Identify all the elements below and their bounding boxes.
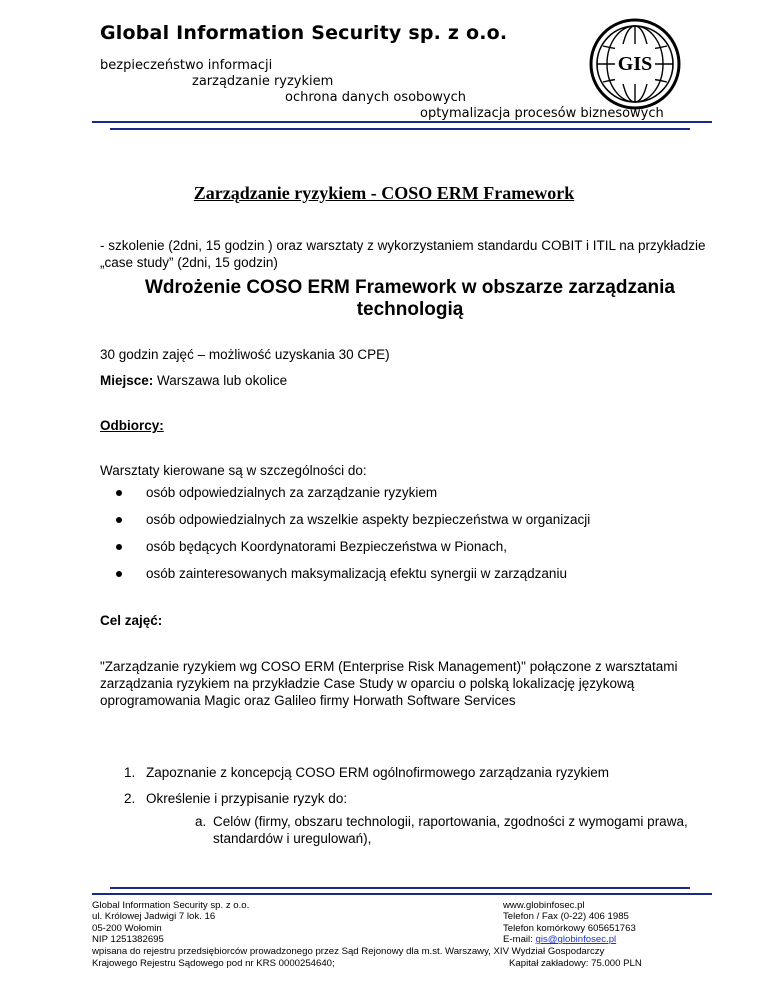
tagline-2: zarządzanie ryzykiem (192, 74, 334, 89)
bullet-icon (116, 544, 122, 550)
list-item-text: Określenie i przypisanie ryzyk do: (146, 791, 348, 806)
list-item (100, 511, 590, 538)
list-item-text: Zapoznanie z koncepcją COSO ERM ogólnofirmowego zarządzania ryzykiem (146, 765, 609, 780)
goal-text: "Zarządzanie ryzykiem wg COSO ERM (Enterprise Risk Management)" połączone z warsztatami zarządzania ryzykiem na przykładzie Case Study w oparciu o polską lokalizację językową oprogramowania Magic oraz Galileo firmy Horwath Software Services (100, 659, 678, 708)
bullet-icon (116, 571, 122, 577)
logo-letters: GIS (617, 53, 653, 75)
footer-city: 05-200 Wołomin (92, 922, 162, 934)
company-name: Global Information Security sp. z o.o. (100, 22, 508, 44)
footer-email-link[interactable]: gis@globinfosec.pl (535, 934, 617, 946)
footer-company: Global Information Security sp. z o.o. (92, 900, 250, 911)
sub-list-text: Celów (firmy, obszaru technologii, raportowania, zgodności z wymogami prawa, standardów i uregulowań), (213, 814, 688, 846)
goal-heading (100, 612, 720, 629)
place-line (100, 372, 720, 389)
place-label: Miejsce: (100, 373, 154, 388)
footer-mobile: Telefon komórkowy 605651763 (503, 922, 636, 934)
list-item (100, 565, 590, 592)
footer-capital: Kapitał zakładowy: 75.000 PLN (509, 958, 642, 969)
goal-list (100, 764, 609, 816)
place-value: Warszawa lub okolice (153, 373, 288, 388)
list-number: 2. (124, 791, 136, 806)
subtitle: Wdrożenie COSO ERM Framework w obszarze zarządzania technologią (144, 277, 675, 320)
sub-list-item (195, 813, 715, 847)
audience-heading: Odbiorcy: (100, 418, 164, 433)
bullet-icon (116, 490, 122, 496)
footer-phone: Telefon / Fax (0-22) 406 1985 (503, 911, 629, 923)
footer-rule-bottom (92, 893, 712, 895)
footer-left (92, 900, 249, 946)
footer-rule-top (110, 887, 690, 889)
list-item-text: osób zainteresowanych maksymalizacją efektu synergii w zarządzaniu (146, 566, 567, 581)
footer-right (503, 900, 636, 946)
footer-website: www.globinfosec.pl (503, 900, 585, 911)
audience-lead: Warsztaty kierowane są w szczególności do: (100, 463, 367, 478)
list-item (100, 764, 609, 790)
footer-email-line (503, 934, 636, 945)
header-rule-bottom (110, 128, 690, 130)
intro-text: - szkolenie (2dni, 15 godzin ) oraz warsztaty z wykorzystaniem standardu COBIT i ITIL na przykładzie „case study” (2dni, 15 godzin) (100, 238, 706, 270)
footer-registry: wpisana do rejestru przedsiębiorców prowadzonego przez Sąd Rejonowy dla m.st. Warszawy, XIV Wydział Gospodarczy (92, 946, 605, 957)
list-item (100, 484, 590, 511)
tagline-4: optymalizacja procesów biznesowych (420, 106, 664, 121)
audience-heading-line (100, 417, 720, 434)
goal-heading-text: Cel zajęć: (100, 613, 163, 628)
page-title: Zarządzanie ryzykiem - COSO ERM Framework (193, 183, 575, 203)
footer-krs: Krajowego Rejestru Sądowego pod nr KRS 0000254640; (92, 958, 335, 969)
audience-list (100, 484, 590, 592)
list-number: 1. (124, 765, 136, 780)
list-item-text: osób odpowiedzialnych za zarządzanie ryzykiem (146, 485, 438, 500)
footer-nip: NIP 1251382695 (92, 934, 164, 946)
list-item-text: osób odpowiedzialnych za wszelkie aspekty bezpieczeństwa w organizacji (146, 512, 591, 527)
footer-email-label: E-mail: (503, 934, 536, 946)
list-item-text: osób będących Koordynatorami Bezpieczeństwa w Pionach, (146, 539, 507, 554)
gis-globe-logo (589, 18, 681, 110)
header-rule-top (92, 121, 712, 123)
tagline-1: bezpieczeństwo informacji (100, 58, 273, 73)
tagline-3: ochrona danych osobowych (285, 90, 466, 105)
sub-list-letter: a. (195, 814, 207, 829)
hours-text: 30 godzin zajęć – możliwość uzyskania 30 CPE) (100, 347, 390, 362)
footer-street: ul. Królowej Jadwigi 7 lok. 16 (92, 911, 216, 923)
bullet-icon (116, 517, 122, 523)
list-item (100, 538, 590, 565)
